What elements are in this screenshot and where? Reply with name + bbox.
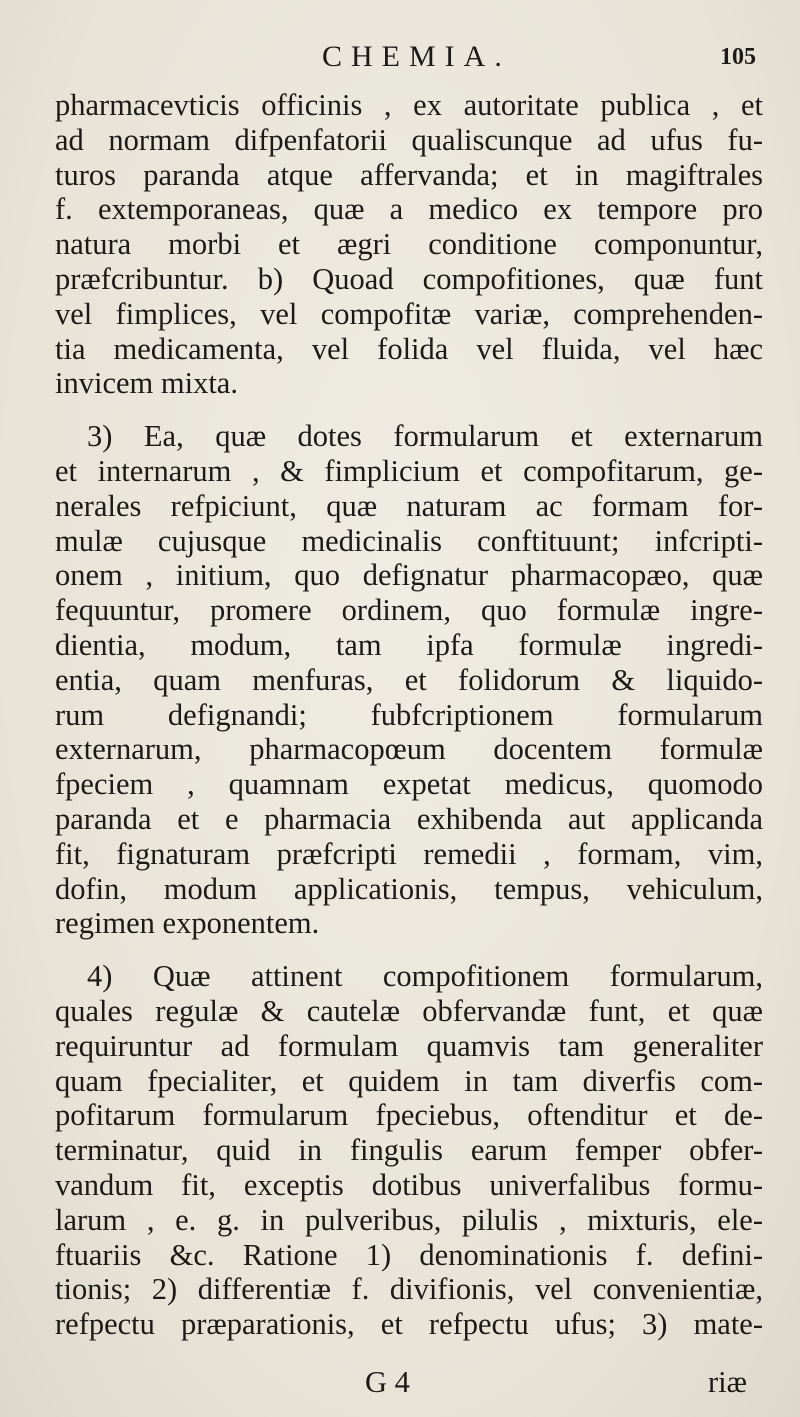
text-line: fequuntur, promere ordinem, quo formulæ ingre- — [55, 593, 763, 628]
body-text — [55, 88, 763, 1342]
text-line: et internarum , & fimplicium et compofitarum, ge- — [55, 453, 763, 488]
text-line: pharmacevticis officinis , ex autoritate publica , et — [55, 88, 763, 122]
text-line: terminatur, quid in fingulis earum femper obfer- — [55, 1133, 763, 1168]
text-line: paranda et e pharmacia exhibenda aut applicanda — [55, 801, 763, 836]
page-footer — [0, 1365, 800, 1405]
text-line: externarum, pharmacopœum docentem formulæ — [55, 732, 763, 767]
text-line: quam fpecialiter, et quidem in tam diverfis com- — [55, 1063, 763, 1098]
page-number: 105 — [720, 44, 756, 70]
text-line: refpectu præparationis, et refpectu ufus; 3) mate- — [55, 1307, 763, 1342]
text-line: larum , e. g. in pulveribus, pilulis , mixturis, ele- — [55, 1202, 763, 1237]
running-title: CHEMIA. — [322, 40, 511, 73]
text-line: pofitarum formularum fpeciebus, oftenditur et de- — [55, 1098, 763, 1133]
text-line: invicem mixta. — [55, 366, 238, 401]
text-line: rum defignandi; fubfcriptionem formularum — [55, 697, 763, 732]
text-line: fit, fignaturam præfcripti remedii , formam, vim, — [55, 836, 763, 871]
catchword: riæ — [708, 1365, 747, 1399]
text-line: requiruntur ad formulam quamvis tam generaliter — [55, 1028, 763, 1063]
text-line: tia medicamenta, vel folida vel fluida, vel hæc — [55, 331, 763, 366]
paragraph-start-3: 3) Ea, quæ dotes formularum et externarum — [87, 419, 763, 454]
text-line: quales regulæ & cautelæ obfervandæ funt, et quæ — [55, 993, 763, 1028]
text-line: vel fimplices, vel compofitæ variæ, comprehenden- — [55, 296, 763, 331]
text-line: natura morbi et ægri conditione componuntur, — [55, 227, 763, 262]
text-line: tionis; 2) differentiæ f. divifionis, vel convenientiæ, — [55, 1272, 763, 1307]
signature-mark: G 4 — [365, 1365, 410, 1399]
text-line: entia, quam menfuras, et folidorum & liquido- — [55, 662, 763, 697]
text-line: ftuariis &c. Ratione 1) denominationis f. defini- — [55, 1237, 763, 1272]
text-line: turos paranda atque affervanda; et in magiftrales — [55, 157, 763, 192]
text-line: dientia, modum, tam ipfa formulæ ingredi- — [55, 627, 763, 662]
text-line: f. extemporaneas, quæ a medico ex tempore pro — [55, 192, 763, 227]
text-line: ad normam difpenfatorii qualiscunque ad ufus fu- — [55, 122, 763, 157]
running-head — [0, 40, 800, 80]
text-line: regimen exponentem. — [55, 906, 320, 941]
text-line: dofin, modum applicationis, tempus, vehiculum, — [55, 871, 763, 906]
text-line: fpeciem , quamnam expetat medicus, quomodo — [55, 767, 763, 802]
paragraph-start-4: 4) Quæ attinent compofitionem formularum, — [87, 959, 763, 994]
text-line: nerales refpiciunt, quæ naturam ac formam for- — [55, 488, 763, 523]
text-line: vandum fit, exceptis dotibus univerfalibus formu- — [55, 1167, 763, 1202]
text-line: præfcribuntur. b) Quoad compofitiones, quæ funt — [55, 261, 763, 296]
text-line: onem , initium, quo defignatur pharmacopæo, quæ — [55, 558, 763, 593]
text-line: mulæ cujusque medicinalis conftituunt; infcripti- — [55, 523, 763, 558]
